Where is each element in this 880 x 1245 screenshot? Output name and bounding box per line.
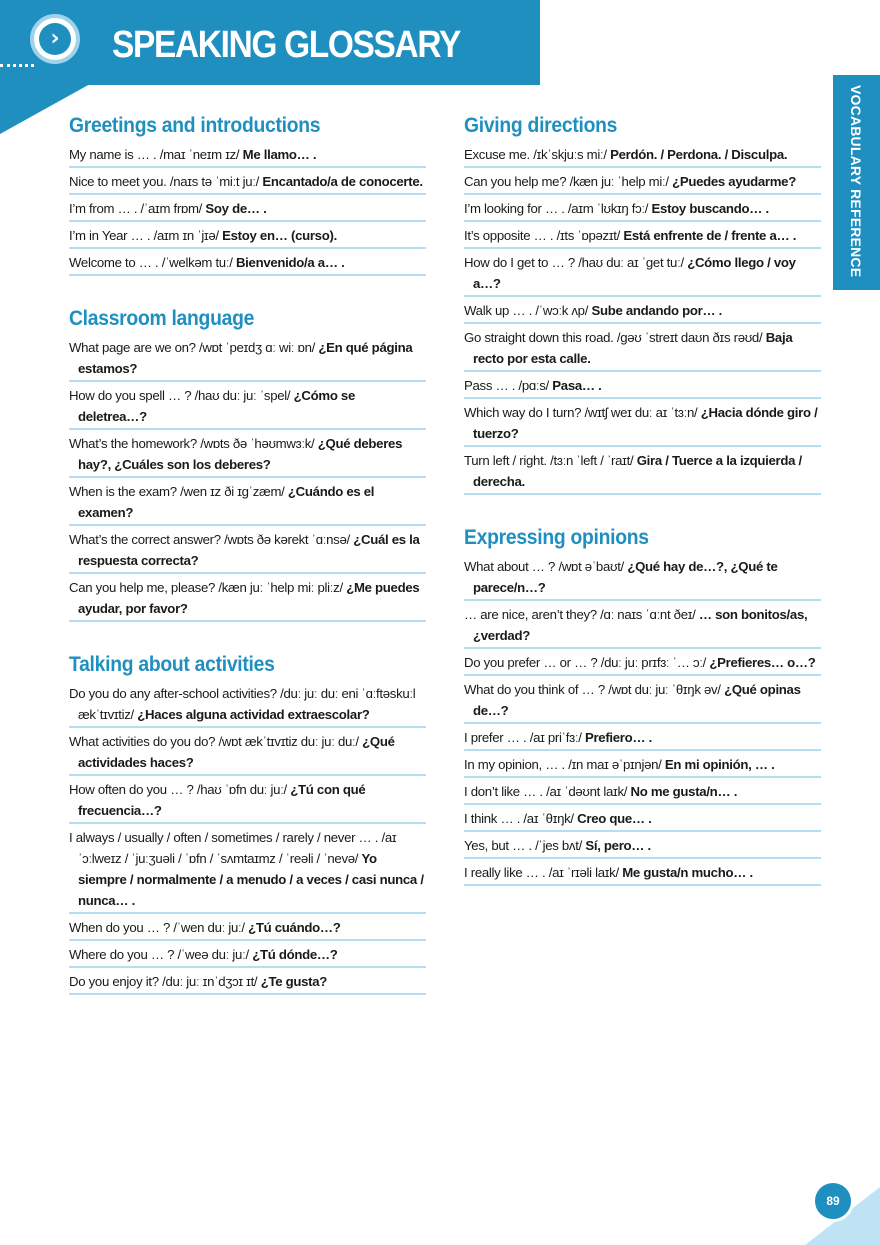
header-dotted-line [0, 64, 34, 67]
english-phrase: My name is … . /maɪ ˈneɪm ɪz/ [69, 147, 240, 162]
english-phrase: Walk up … . /ˈwɔːk ʌp/ [464, 303, 589, 318]
english-phrase: Excuse me. /ɪkˈskjuːs miː/ [464, 147, 607, 162]
glossary-entry [464, 603, 821, 649]
glossary-entry [69, 916, 426, 941]
section-title: Giving directions [464, 114, 618, 137]
side-tab-label: VOCABULARY REFERENCE [848, 85, 864, 278]
glossary-entry [69, 778, 426, 824]
spanish-translation: Me gusta/n mucho… . [622, 865, 753, 880]
glossary-entry [464, 143, 821, 168]
section-title: Classroom language [69, 307, 255, 330]
glossary-entry [464, 780, 821, 805]
spanish-translation: ¿Te gusta? [260, 974, 328, 989]
glossary-entry [69, 224, 426, 249]
page-title: SPEAKING GLOSSARY [112, 24, 460, 66]
spanish-translation: Creo que… . [577, 811, 652, 826]
english-phrase: Do you do any after-school activities? /duː juː duː eni ˈɑːftəskuːl ækˈtɪvɪtiz/ [69, 686, 416, 722]
spanish-translation: Perdón. / Perdona. / Disculpa. [610, 147, 788, 162]
spanish-translation: Me llamo… . [242, 147, 317, 162]
spanish-translation: ¿Qué actividades haces? [78, 734, 395, 770]
english-phrase: I always / usually / often / sometimes / rarely / never … . /aɪ ˈɔːlweɪz / ˈjuːʒuəli / ˈɒfn / ˈsʌmtaɪmz / ˈreəli / ˈnevə/ [69, 830, 397, 866]
english-phrase: I prefer … . /aɪ priˈfɜː/ [464, 730, 582, 745]
english-phrase: Go straight down this road. /gəʊ ˈstreɪt daʊn ðɪs rəʊd/ [464, 330, 763, 345]
glossary-entry [464, 374, 821, 399]
section-title: Expressing opinions [464, 526, 649, 549]
spanish-translation: ¿En qué página estamos? [78, 340, 413, 376]
english-phrase: Nice to meet you. /naɪs tə ˈmiːt juː/ [69, 174, 260, 189]
spanish-translation: ¿Me puedes ayudar, por favor? [78, 580, 420, 616]
glossary-entry [69, 480, 426, 526]
english-phrase: How often do you … ? /haʊ ˈɒfn duː juː/ [69, 782, 287, 797]
section-activities [69, 652, 426, 995]
english-phrase: I don’t like … . /aɪ ˈdəʊnt laɪk/ [464, 784, 628, 799]
english-phrase: Do you enjoy it? /duː juː ɪnˈdʒɔɪ ɪt/ [69, 974, 258, 989]
spanish-translation: Pasa… . [552, 378, 602, 393]
english-phrase: … are nice, aren’t they? /ɑː naɪs ˈɑːnt ðeɪ/ [464, 607, 696, 622]
section-title: Talking about activities [69, 653, 275, 676]
english-phrase: Where do you … ? /ˈweə duː juː/ [69, 947, 249, 962]
spanish-translation: Sube andando por… . [591, 303, 723, 318]
english-phrase: I’m looking for … . /aɪm ˈlʊkɪŋ fɔː/ [464, 201, 649, 216]
spanish-translation: Estoy en… (curso). [222, 228, 337, 243]
spanish-translation: No me gusta/n… . [630, 784, 738, 799]
spanish-translation: ¿Haces alguna actividad extraescolar? [137, 707, 370, 722]
section-opinions [464, 525, 821, 886]
spanish-translation: ¿Qué opinas de…? [473, 682, 801, 718]
glossary-entry [69, 826, 426, 914]
section-directions [464, 113, 821, 495]
glossary-entry [69, 970, 426, 995]
english-phrase: When is the exam? /wen ɪz ði ɪɡˈzæm/ [69, 484, 285, 499]
glossary-entry [464, 326, 821, 372]
spanish-translation: ¿Tú cuándo…? [248, 920, 341, 935]
glossary-entry [464, 299, 821, 324]
glossary-entry [69, 143, 426, 168]
english-phrase: I’m in Year … . /aɪm ɪn ˈjɪə/ [69, 228, 219, 243]
english-phrase: I really like … . /aɪ ˈrɪəli laɪk/ [464, 865, 619, 880]
glossary-entry [69, 528, 426, 574]
english-phrase: When do you … ? /ˈwen duː juː/ [69, 920, 245, 935]
glossary-entry [69, 730, 426, 776]
glossary-entry [464, 197, 821, 222]
spanish-translation: ¿Tú dónde…? [252, 947, 338, 962]
header-badge [30, 14, 80, 64]
glossary-entry [464, 753, 821, 778]
glossary-entry [69, 197, 426, 222]
spanish-translation: ¿Cómo se deletrea…? [78, 388, 356, 424]
english-phrase: In my opinion, … . /ɪn maɪ əˈpɪnjən/ [464, 757, 662, 772]
chevron-right-icon: › [39, 23, 71, 55]
english-phrase: What’s the homework? /wɒts ðə ˈhəʊmwɜːk/ [69, 436, 315, 451]
spanish-translation: Prefiero… . [584, 730, 653, 745]
glossary-entry [69, 943, 426, 968]
glossary-entry [69, 576, 426, 622]
spanish-translation: Encantado/a de conocerte. [262, 174, 423, 189]
spanish-translation: ¿Cuál es la respuesta correcta? [78, 532, 420, 568]
glossary-entry [464, 726, 821, 751]
glossary-entry [69, 682, 426, 728]
glossary-entry [464, 678, 821, 724]
spanish-translation: Bienvenido/a a… . [235, 255, 345, 270]
spanish-translation: Está enfrente de / frente a… . [623, 228, 797, 243]
glossary-entry [69, 251, 426, 276]
spanish-translation: Yo siempre / normalmente / a menudo / a veces / casi nunca / nunca… . [78, 851, 424, 908]
page-number: 89 [812, 1180, 854, 1222]
glossary-entry [464, 651, 821, 676]
spanish-translation: ¿Qué hay de…?, ¿Qué te parece/n…? [473, 559, 778, 595]
english-phrase: Do you prefer … or … ? /duː juː prɪfɜː ˈ… ɔː/ [464, 655, 707, 670]
glossary-entry [464, 251, 821, 297]
english-phrase: It’s opposite … . /ɪts ˈɒpəzɪt/ [464, 228, 620, 243]
spanish-translation: ¿Hacia dónde giro / tuerzo? [473, 405, 818, 441]
spanish-translation: Soy de… . [205, 201, 267, 216]
glossary-entry [69, 336, 426, 382]
section-classroom [69, 306, 426, 622]
glossary-entry [464, 449, 821, 495]
spanish-translation: Gira / Tuerce a la izquierda / derecha. [473, 453, 802, 489]
side-tab [833, 75, 880, 290]
glossary-entry [464, 555, 821, 601]
english-phrase: What do you think of … ? /wɒt duː juː ˈθɪŋk əv/ [464, 682, 721, 697]
spanish-translation: En mi opinión, … . [664, 757, 775, 772]
english-phrase: What page are we on? /wɒt ˈpeɪdʒ ɑː wiː ɒn/ [69, 340, 316, 355]
english-phrase: Which way do I turn? /wɪtʃ weɪ duː aɪ ˈtɜːn/ [464, 405, 698, 420]
english-phrase: Turn left / right. /tɜːn ˈleft / ˈraɪt/ [464, 453, 634, 468]
right-column [464, 113, 821, 916]
glossary-entry [464, 807, 821, 832]
glossary-entry [464, 224, 821, 249]
english-phrase: Pass … . /pɑːs/ [464, 378, 549, 393]
left-column [69, 113, 426, 1025]
english-phrase: What’s the correct answer? /wɒts ðə kərekt ˈɑːnsə/ [69, 532, 350, 547]
section-greetings [69, 113, 426, 276]
spanish-translation: Sí, pero… . [585, 838, 651, 853]
spanish-translation: ¿Qué deberes hay?, ¿Cuáles son los deberes? [78, 436, 403, 472]
spanish-translation: ¿Prefieres… o…? [709, 655, 816, 670]
section-title: Greetings and introductions [69, 114, 321, 137]
spanish-translation: … son bonitos/as, ¿verdad? [473, 607, 808, 643]
english-phrase: Can you help me? /kæn juː ˈhelp miː/ [464, 174, 669, 189]
english-phrase: I think … . /aɪ ˈθɪŋk/ [464, 811, 574, 826]
glossary-entry [464, 861, 821, 886]
glossary-entry [69, 432, 426, 478]
spanish-translation: ¿Tú con qué frecuencia…? [78, 782, 366, 818]
spanish-translation: ¿Cuándo es el examen? [78, 484, 375, 520]
glossary-entry [69, 384, 426, 430]
english-phrase: Yes, but … . /ˈjes bʌt/ [464, 838, 582, 853]
spanish-translation: ¿Puedes ayudarme? [672, 174, 796, 189]
english-phrase: What activities do you do? /wɒt ækˈtɪvɪtiz duː juː duː/ [69, 734, 359, 749]
english-phrase: What about … ? /wɒt əˈbaʊt/ [464, 559, 624, 574]
glossary-entry [464, 401, 821, 447]
english-phrase: Can you help me, please? /kæn juː ˈhelp miː pliːz/ [69, 580, 343, 595]
spanish-translation: Estoy buscando… . [651, 201, 769, 216]
english-phrase: How do you spell … ? /haʊ duː juː ˈspel/ [69, 388, 291, 403]
spanish-translation: Baja recto por esta calle. [473, 330, 793, 366]
english-phrase: Welcome to … . /ˈwelkəm tuː/ [69, 255, 233, 270]
glossary-entry [464, 834, 821, 859]
glossary-entry [464, 170, 821, 195]
english-phrase: I’m from … . /ˈaɪm frɒm/ [69, 201, 203, 216]
english-phrase: How do I get to … ? /haʊ duː aɪ ˈget tuː/ [464, 255, 684, 270]
spanish-translation: ¿Cómo llego / voy a…? [473, 255, 796, 291]
glossary-entry [69, 170, 426, 195]
